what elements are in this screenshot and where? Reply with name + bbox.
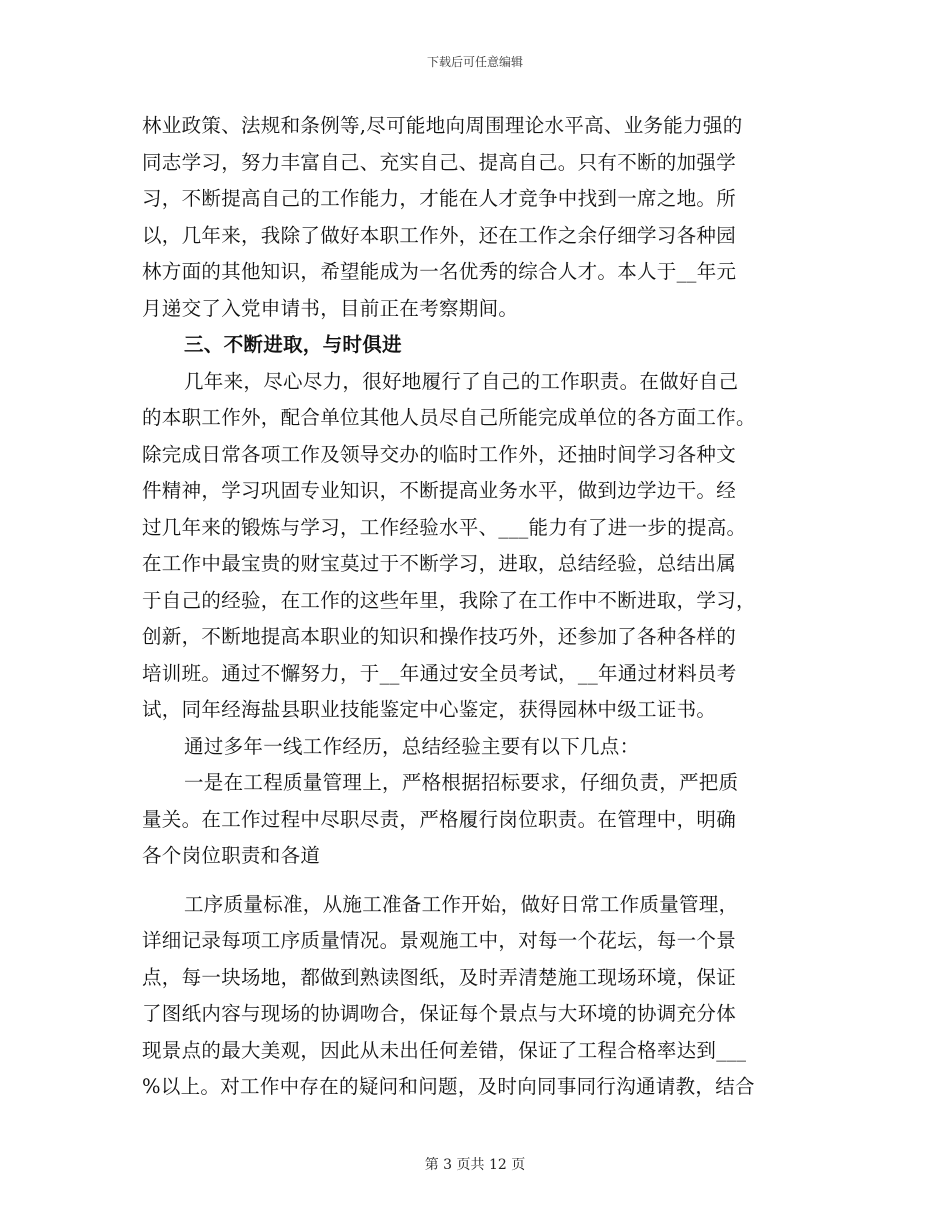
paragraph-line: 除完成日常各项工作及领导交办的临时工作外，还抽时间学习各种文: [142, 442, 737, 466]
paragraph-line: %以上。对工作中存在的疑问和问题，及时向同事同行沟通请教，结合: [142, 1075, 755, 1098]
paragraph-line: 在工作中最宝贵的财宝莫过于不断学习，进取，总结经验，总结出属: [142, 552, 737, 575]
paragraph-line: 现景点的最大美观，因此从未出任何差错，保证了工程合格率达到___: [142, 1038, 747, 1062]
paragraph-line: 林方面的其他知识，希望能成为一名优秀的综合人才。本人于__年元: [142, 260, 737, 283]
paragraph-line: 详细记录每项工序质量情况。景观施工中，对每一个花坛，每一个景: [142, 929, 737, 952]
document-body: [142, 108, 812, 1106]
paragraph-line: 几年来，尽心尽力，很好地履行了自己的工作职责。在做好自己: [184, 369, 739, 393]
paragraph-line: 林业政策、法规和条例等,尽可能地向周围理论水平高、业务能力强的: [142, 114, 743, 137]
page-header: 下载后可任意编辑: [426, 55, 523, 69]
paragraph-line: 的本职工作外，配合单位其他人员尽自己所能完成单位的各方面工作。: [142, 406, 756, 429]
paragraph-line: 培训班。通过不懈努力，于__年通过安全员考试，__年通过材料员考: [142, 661, 737, 685]
paragraph-line: 了图纸内容与现场的协调吻合，保证每个景点与大环境的协调充分体: [142, 1002, 737, 1025]
page-number: 第 3 页共 12 页: [424, 1157, 526, 1173]
paragraph-line: 试，同年经海盐县职业技能鉴定中心鉴定，获得园林中级工证书。: [142, 698, 717, 721]
paragraph-line: 件精神，学习巩固专业知识，不断提高业务水平，做到边学边干。经: [142, 479, 737, 502]
paragraph-line: 创新，不断地提高本职业的知识和操作技巧外，还参加了各种各样的: [142, 625, 737, 648]
paragraph-line: 各个岗位职责和各道: [142, 844, 321, 867]
paragraph-line: 月递交了入党申请书，目前正在考察期间。: [142, 296, 519, 320]
paragraph-line: 于自己的经验，在工作的这些年里，我除了在工作中不断进取，学习，: [142, 588, 756, 612]
paragraph-line: 一是在工程质量管理上，严格根据招标要求，仔细负责，严把质: [184, 771, 739, 794]
paragraph-line: 量关。在工作过程中尽职尽责，严格履行岗位职责。在管理中，明确: [142, 807, 737, 831]
paragraph-line: 习，不断提高自己的工作能力，才能在人才竞争中找到一席之地。所: [142, 187, 737, 210]
paragraph-gap: [142, 875, 812, 887]
paragraph-line: 过几年来的锻炼与学习，工作经验水平、___能力有了进一步的提高。: [142, 515, 747, 539]
section-heading: 三、不断进取，与时俱进: [184, 333, 402, 356]
paragraph-line: 以，几年来，我除了做好本职工作外，还在工作之余仔细学习各种园: [142, 223, 737, 247]
paragraph-line: 点，每一块场地，都做到熟读图纸，及时弄清楚施工现场环境，保证: [142, 965, 737, 989]
paragraph-line: 通过多年一线工作经历，总结经验主要有以下几点：: [184, 734, 640, 758]
paragraph-line: 同志学习，努力丰富自己、充实自己、提高自己。只有不断的加强学: [142, 150, 737, 174]
paragraph-line: 工序质量标准，从施工准备工作开始，做好日常工作质量管理，: [184, 892, 739, 916]
